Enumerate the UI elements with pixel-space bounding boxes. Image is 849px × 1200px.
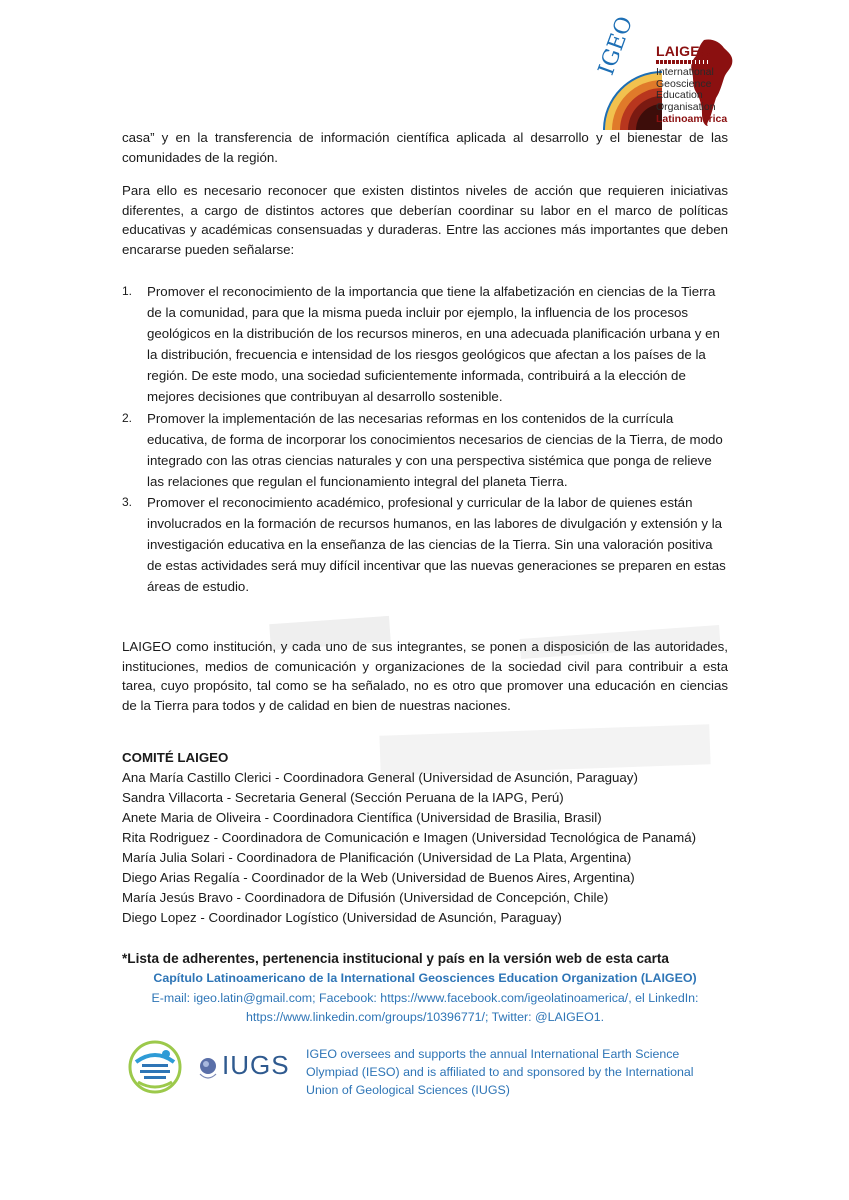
- committee-member: Sandra Villacorta - Secretaria General (Sección Peruana de la IAPG, Perú): [122, 790, 564, 805]
- footer-contact-links[interactable]: E-mail: igeo.latin@gmail.com; Facebook: https://www.facebook.com/igeolatinoamerica/, el LinkedIn:: [151, 990, 699, 1005]
- list-item-text: Promover el reconocimiento de la importancia que tiene la alfabetización en ciencias de la Tierra de la comunidad, para que la misma pueda incluir por ejemplo, la influencia de los procesos geológicos en la distribución de los recursos mineros, en una adecuada planificación urbana y en la distribución, frecuencia e intensidad de los riesgos geológicos que afectan a los países de la región. De este modo, una sociedad suficientemente informada, contribuirá a la elección de mejores decisiones que contribuyan al desarrollo sostenible.: [147, 284, 720, 405]
- logo-title: LAIGEO: [656, 43, 711, 59]
- committee-member: Anete Maria de Oliveira - Coordinadora Científica (Universidad de Brasilia, Brasil): [122, 810, 602, 825]
- iugs-wordmark: IUGS: [222, 1050, 290, 1080]
- logo-text-block: [656, 43, 746, 125]
- committee-title: COMITÉ LAIGEO: [122, 750, 229, 765]
- committee-member: Ana María Castillo Clerici - Coordinadora General (Universidad de Asunción, Paraguay): [122, 770, 638, 785]
- list-item: [122, 492, 728, 597]
- olympiad-description: IGEO oversees and supports the annual International Earth Science Olympiad (IESO) and is affiliated to and sponsored by the International Union of Geological Sciences (IUGS): [306, 1047, 694, 1097]
- logo-rule: [656, 60, 708, 64]
- list-item: [122, 281, 728, 408]
- list-number: 2.: [122, 410, 133, 425]
- committee-section: [122, 748, 728, 928]
- footer-organization: Capítulo Latinoamericano de la International Geosciences Education Organization (LAIGEO): [153, 971, 697, 985]
- logo-subtitle: Latinoamérica: [656, 113, 728, 125]
- logo-line: International: [656, 66, 714, 78]
- paragraph-laigeo-commitment: LAIGEO como institución, y cada uno de sus integrantes, se ponen a disposición de las autoridades, instituciones, medios de comunicación y organizaciones de la sociedad civil para contribuir a esta tarea, cuyo propósito, tal como se ha señalado, no es otro que promover una educación en ciencias de la Tierra para todos y de calidad en bien de nuestras naciones.: [122, 639, 728, 713]
- adherents-note: *Lista de adherentes, pertenencia institucional y país en la versión web de esta carta: [122, 951, 669, 966]
- list-item: [122, 408, 728, 492]
- committee-member: Diego Arias Regalía - Coordinador de la Web (Universidad de Buenos Aires, Argentina): [122, 870, 635, 885]
- paragraph-actions-intro: Para ello es necesario reconocer que existen distintos niveles de acción que requieren iniciativas diferentes, a cargo de distintos actores que deberían coordinar su labor en el marco de políticas educativas y académicas consensuadas y duraderas. Entre las acciones más importantes que deben encararse pueden señalarse:: [122, 183, 728, 257]
- committee-member: María Julia Solari - Coordinadora de Planificación (Universidad de La Plata, Argentina): [122, 850, 632, 865]
- logo-line: Organisation: [656, 100, 716, 113]
- list-number: 1.: [122, 284, 133, 298]
- committee-member: Rita Rodriguez - Coordinadora de Comunicación e Imagen (Universidad Tecnológica de Panamá): [122, 830, 697, 845]
- paragraph-intro-continuation: casa” y en la transferencia de información científica aplicada al desarrollo y el bienestar de las comunidades de la región.: [122, 130, 728, 165]
- actions-list: [122, 281, 728, 597]
- committee-member: Diego Lopez - Coordinador Logístico (Universidad de Asunción, Paraguay): [122, 910, 562, 925]
- igeo-vertical-wordmark: IGEO: [594, 13, 639, 79]
- logo-line: Education: [656, 89, 703, 101]
- logo-line: Geoscience: [656, 77, 712, 90]
- footer-contact-links[interactable]: https://www.linkedin.com/groups/10396771/; Twitter: @LAIGEO1.: [245, 1010, 605, 1024]
- committee-member: María Jesús Bravo - Coordinadora de Difusión (Universidad de Concepción, Chile): [122, 890, 609, 905]
- contact-footer: [100, 969, 750, 1028]
- list-item-text: Promover el reconocimiento académico, profesional y curricular de la labor de quienes están involucrados en la formación de recursos humanos, en las labores de divulgación y extensión y la investigación educativa en la enseñanza de las ciencias de la Tierra. Sin una valoración positiva de estas actividades será muy difícil incentivar que las nuevas generaciones se preparen en estas áreas de estudio.: [147, 494, 726, 595]
- list-item-text: Promover la implementación de las necesarias reformas en los contenidos de la currícula educativa, de forma de incorporar los conocimientos necesarios de ciencias de la Tierra, de modo integrado con las otras ciencias naturales y con una perspectiva sistémica que ponga de relieve las relaciones que regulan el funcionamiento integral del planeta Tierra.: [147, 410, 723, 489]
- list-number: 3.: [122, 494, 133, 509]
- earth-science-olympiad-logo-icon: [128, 1040, 182, 1094]
